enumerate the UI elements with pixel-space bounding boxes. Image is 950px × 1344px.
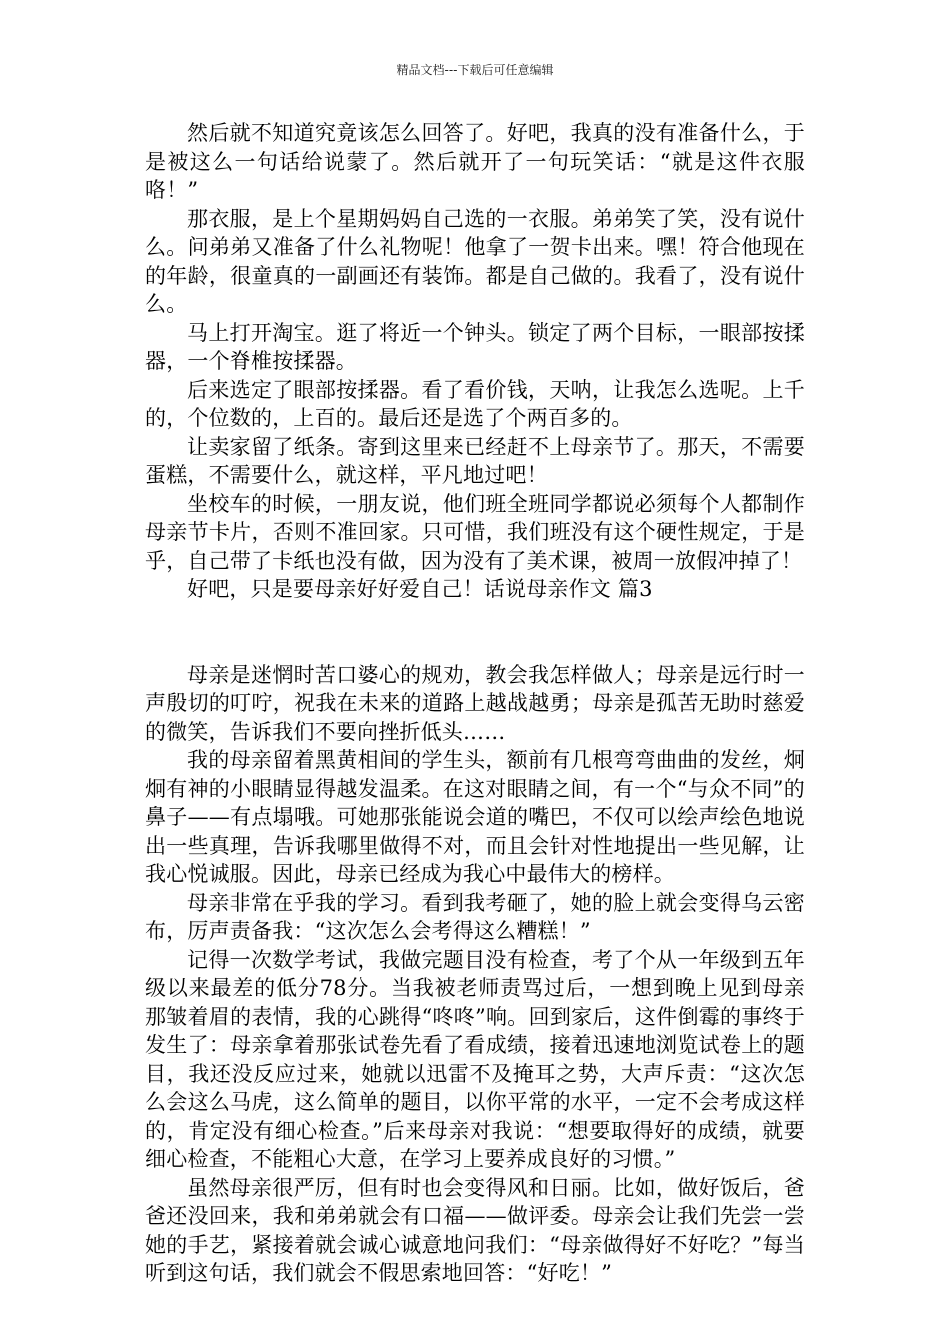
paragraph: 母亲非常在乎我的学习。看到我考砸了，她的脸上就会变得乌云密布，厉声责备我：“这次怎么会考得这么糟糕！” [145, 890, 805, 943]
section-heading: 好吧，只是要母亲好好爱自己！话说母亲作文 篇3 [187, 577, 653, 601]
paragraph: 记得一次数学考试，我做完题目没有检查，考了个从一年级到五年级以来最差的低分78分。当我被老师责骂过后，一想到晚上见到母亲那皱着眉的表情，我的心跳得“咚咚”响。回到家后，这件倒霉的事终于发生了：母亲拿着那张试卷先看了看成绩，接着迅速地浏览试卷上的题目，我还没反应过来，她就以迅雷不及掩耳之势，大声斥责：“这次怎么会这么马虎，这么简单的题目，以你平常的水平，一定不会考成这样的，肯定没有细心检查。”后来母亲对我说：“想要取得好的成绩，就要细心检查，不能粗心大意，在学习上要养成良好的习惯。” [145, 947, 805, 1171]
paragraph: 让卖家留了纸条。寄到这里来已经赶不上母亲节了。那天，不需要蛋糕，不需要什么，就这样，平凡地过吧！ [145, 434, 805, 487]
page-header: 精品文档---下载后可任意编辑 [396, 63, 554, 77]
document-body [145, 119, 805, 1288]
paragraph: 后来选定了眼部按揉器。看了看价钱，天呐，让我怎么选呢。上千的，个位数的，上百的。最后还是选了个两百多的。 [145, 377, 805, 430]
paragraph: 母亲是迷惘时苦口婆心的规劝，教会我怎样做人；母亲是远行时一声殷切的叮咛，祝我在未来的道路上越战越勇；母亲是孤苦无助时慈爱的微笑，告诉我们不要向挫折低头…… [145, 662, 805, 744]
paragraph: 马上打开淘宝。逛了将近一个钟头。锁定了两个目标，一眼部按揉器，一个脊椎按揉器。 [145, 320, 805, 373]
paragraph: 虽然母亲很严厉，但有时也会变得风和日丽。比如，做好饭后，爸爸还没回来，我和弟弟就会有口福——做评委。母亲会让我们先尝一尝她的手艺，紧接着就会诚心诚意地问我们：“母亲做得好不好吃？”每当听到这句话，我们就会不假思索地回答：“好吃！” [145, 1175, 805, 1285]
paragraph: 我的母亲留着黑黄相间的学生头，额前有几根弯弯曲曲的发丝，炯炯有神的小眼睛显得越发温柔。在这对眼睛之间，有一个“与众不同”的鼻子——有点塌哦。可她那张能说会道的嘴巴，不仅可以绘声绘色地说出一些真理，告诉我哪里做得不对，而且会针对性地提出一些见解，让我心悦诚服。因此，母亲已经成为我心中最伟大的榜样。 [145, 748, 805, 886]
paragraph: 那衣服，是上个星期妈妈自己选的一衣服。弟弟笑了笑，没有说什么。问弟弟又准备了什么礼物呢！他拿了一贺卡出来。嘿！符合他现在的年龄，很童真的一副画还有装饰。都是自己做的。我看了，没有说什么。 [145, 206, 805, 316]
paragraph: 坐校车的时候，一朋友说，他们班全班同学都说必须每个人都制作母亲节卡片，否则不准回家。只可惜，我们班没有这个硬性规定，于是乎，自己带了卡纸也没有做，因为没有了美术课，被周一放假冲掉了！ [145, 491, 805, 573]
paragraph: 然后就不知道究竟该怎么回答了。好吧，我真的没有准备什么，于是被这么一句话给说蒙了。然后就开了一句玩笑话：“就是这件衣服咯！” [145, 121, 805, 202]
